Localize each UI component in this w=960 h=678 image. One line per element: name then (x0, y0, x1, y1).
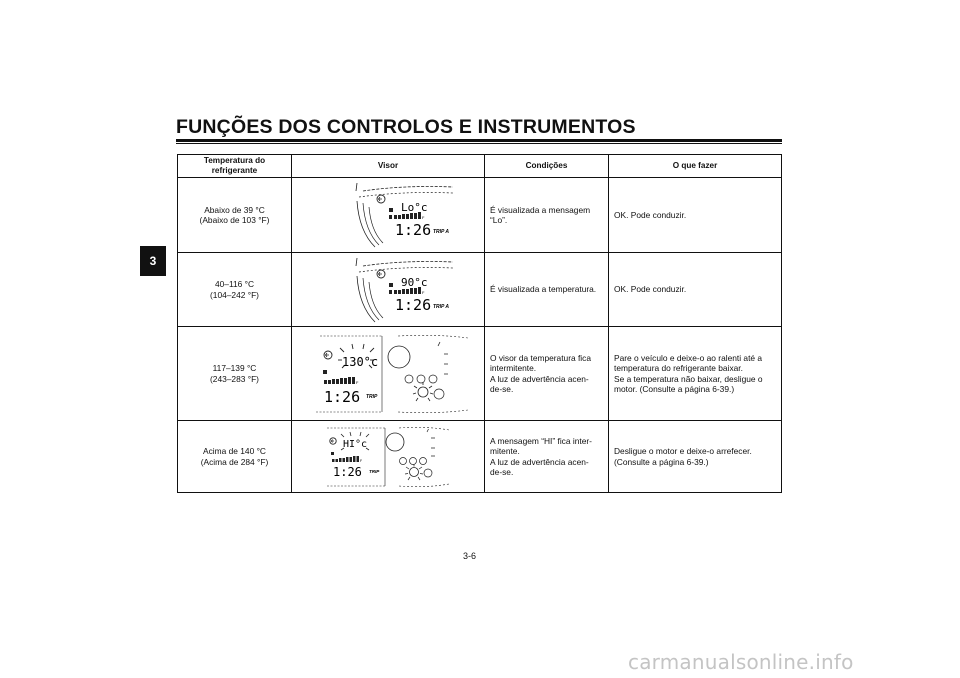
chapter-tab: 3 (140, 246, 166, 276)
watermark: carmanualsonline.info (628, 650, 854, 674)
display-time: 1:26 (333, 464, 362, 479)
header-visor: Visor (292, 155, 485, 178)
fuel-pump-icon (323, 370, 327, 374)
condition-cell (485, 421, 609, 493)
svg-text:F: F (356, 379, 359, 385)
temp-celsius: 40–116 °C (214, 279, 255, 290)
temp-fahrenheit: (243–283 °F) (210, 373, 259, 384)
svg-text:F: F (360, 458, 363, 463)
lcd-display-illustration (323, 424, 453, 490)
action-line: Desligue o motor e deixe-o arrefecer. (614, 446, 752, 457)
fuel-pump-icon (389, 208, 393, 212)
temperature-cell (178, 421, 292, 493)
display-cell (292, 421, 485, 493)
display-cell (292, 178, 485, 253)
page-title: FUNÇÕES DOS CONTROLOS E INSTRUMENTOS (176, 116, 636, 138)
action-line: OK. Pode conduzir. (614, 209, 687, 220)
header-o-que-fazer: O que fazer (609, 155, 782, 178)
coolant-temperature-table (177, 154, 782, 493)
fuel-pump-icon (389, 283, 393, 287)
condition-line: de-se. (490, 466, 514, 477)
display-reading: Lo°c (401, 201, 428, 214)
action-line: Se a temperatura não baixar, desligue o (614, 373, 763, 384)
condition-line: A mensagem “HI” fica inter- (490, 435, 592, 446)
temp-fahrenheit: (104–242 °F) (210, 289, 259, 300)
action-line: motor. (Consulte a página 6-39.) (614, 383, 735, 394)
lcd-display-illustration (313, 181, 463, 249)
header-temperature-line1: Temperatura do (203, 156, 266, 165)
action-line: Pare o veículo e deixe-o ao ralenti até a (614, 352, 763, 363)
condition-line: O visor da temperatura fica (490, 352, 592, 363)
display-reading: 130°c (342, 354, 379, 369)
display-trip: TRIP (369, 468, 380, 474)
display-cell (292, 327, 485, 421)
temperature-cell (178, 327, 292, 421)
temp-celsius: Acima de 140 °C (203, 446, 266, 457)
action-line: OK. Pode conduzir. (614, 284, 687, 295)
header-condicoes: Condições (485, 155, 609, 178)
temp-celsius: 117–139 °C (212, 363, 257, 374)
temp-fahrenheit: (Abaixo de 103 °F) (199, 215, 270, 225)
display-time: 1:26 (395, 295, 432, 314)
display-trip: TRIP (366, 393, 378, 400)
title-rule (176, 139, 782, 142)
condition-line: A luz de advertência acen- (490, 456, 589, 467)
display-cell (292, 253, 485, 327)
temp-celsius: Abaixo de 39 °C (204, 204, 265, 215)
header-temperature (178, 155, 292, 178)
table-row (178, 178, 782, 253)
svg-text:F: F (422, 289, 425, 295)
condition-cell (485, 327, 609, 421)
display-time: 1:26 (324, 387, 361, 406)
table-row (178, 253, 782, 327)
condition-line: “Lo”. (490, 215, 508, 225)
temp-fahrenheit: (Acima de 284 °F) (200, 456, 269, 467)
condition-line: mitente. (490, 446, 520, 457)
action-cell (609, 178, 782, 253)
action-line: temperatura do refrigerante baixar. (614, 363, 743, 374)
condition-cell (485, 253, 609, 327)
display-trip: TRIP A (433, 229, 450, 235)
condition-line: É visualizada a temperatura. (490, 284, 597, 295)
condition-line: intermitente. (490, 363, 537, 374)
condition-cell (485, 178, 609, 253)
action-cell (609, 421, 782, 493)
condition-line: de-se. (490, 383, 514, 394)
speedometer-icon (386, 433, 404, 451)
speedometer-icon (388, 346, 410, 368)
svg-text:F: F (422, 215, 425, 220)
warning-light-icon (418, 387, 428, 397)
lcd-display-illustration (313, 256, 463, 324)
warning-light-icon (410, 467, 419, 476)
action-cell (609, 327, 782, 421)
page-number: 3-6 (463, 551, 477, 561)
fuel-pump-icon (331, 452, 334, 455)
display-time: 1:26 (395, 221, 432, 239)
temperature-cell (178, 253, 292, 327)
table-row (178, 421, 782, 493)
display-trip: TRIP A (433, 303, 450, 310)
table-header-row (178, 155, 782, 178)
action-cell (609, 253, 782, 327)
temperature-cell (178, 178, 292, 253)
table-row (178, 327, 782, 421)
condition-line: É visualizada a mensagem (490, 204, 591, 215)
display-reading: 90°c (401, 275, 428, 289)
display-reading: HI°c (343, 438, 368, 450)
header-temperature-line2: refrigerante (211, 166, 258, 175)
condition-line: A luz de advertência acen- (490, 373, 589, 384)
title-rule-thin (176, 143, 782, 144)
lcd-display-illustration (298, 330, 478, 418)
action-line: (Consulte a página 6-39.) (614, 456, 709, 467)
